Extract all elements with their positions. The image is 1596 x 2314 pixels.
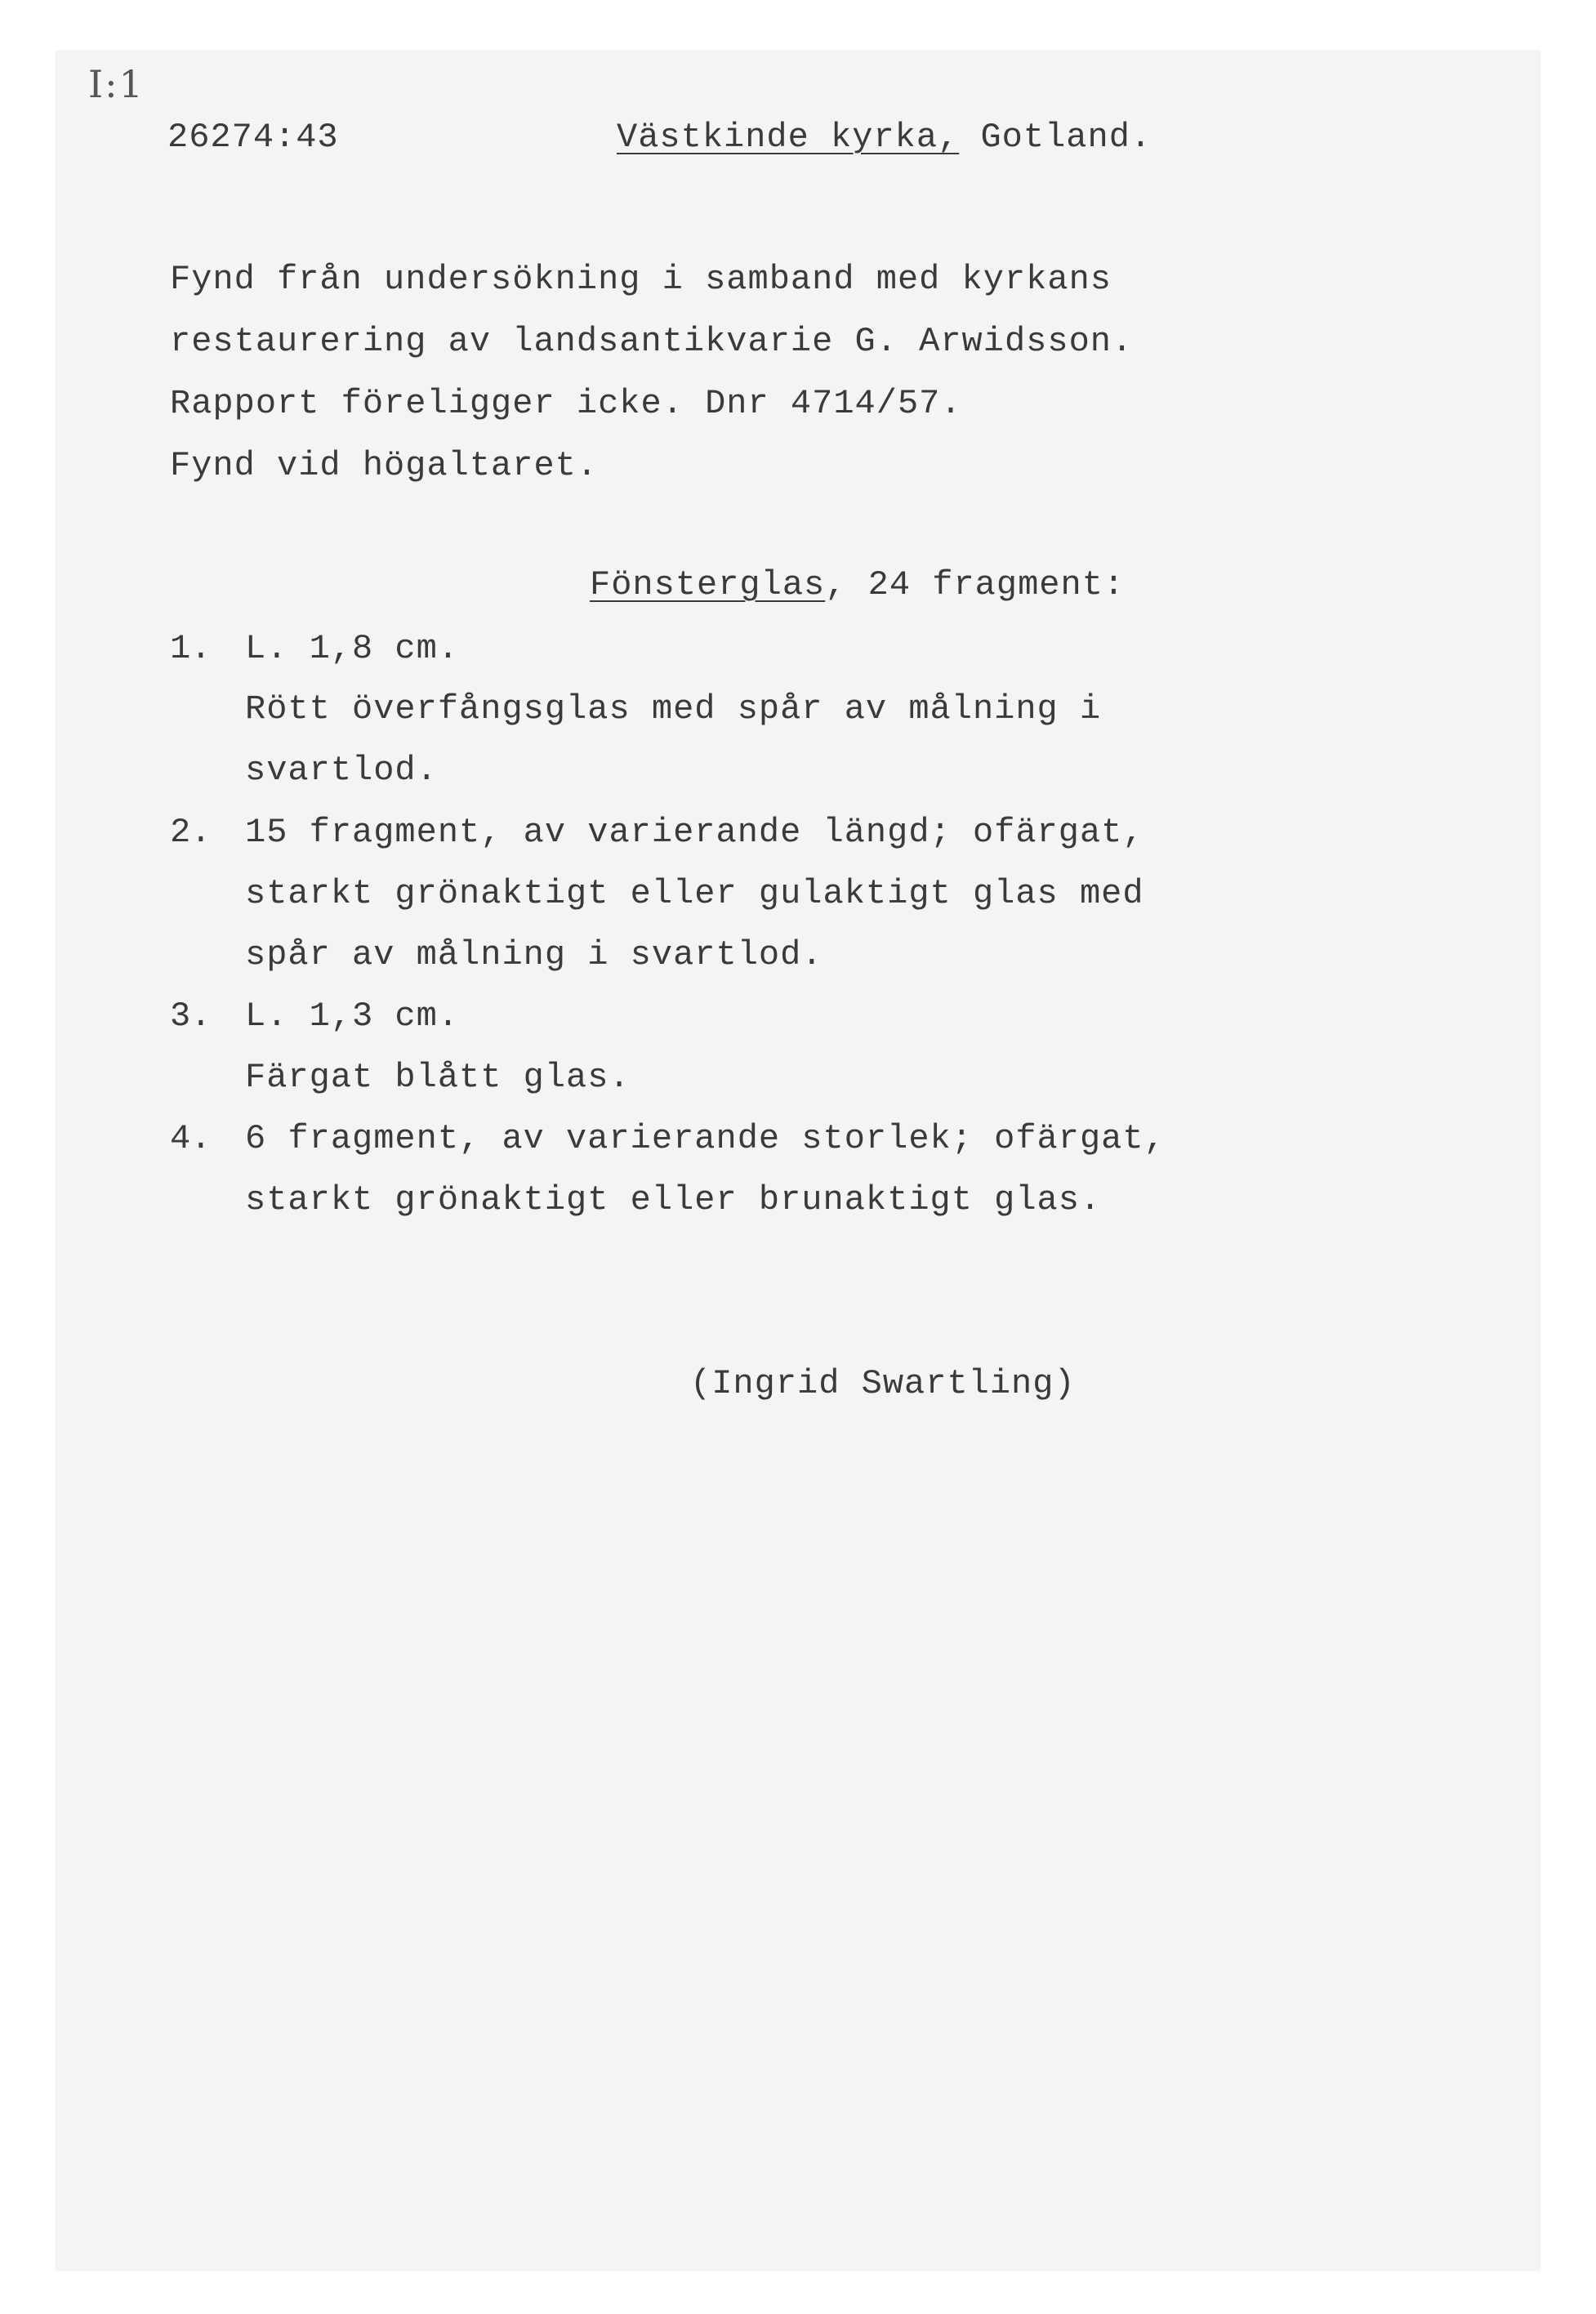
section-heading <box>590 564 1125 606</box>
item-number: 1. <box>170 629 212 668</box>
item-line: L. 1,8 cm. <box>245 629 460 668</box>
intro-line: restaurering av landsantikvarie G. Arwidsson. <box>170 322 1134 361</box>
item-line: spår av målning i svartlod. <box>245 935 823 974</box>
intro-line: Fynd vid högaltaret. <box>170 446 599 485</box>
item-number: 2. <box>170 813 212 852</box>
item-line: L. 1,3 cm. <box>245 996 460 1036</box>
item-line: Färgat blått glas. <box>245 1058 631 1097</box>
item-line: svartlod. <box>245 751 438 790</box>
item-line: Rött överfångsglas med spår av målning i <box>245 689 1102 729</box>
signature: (Ingrid Swartling) <box>690 1364 1076 1403</box>
item-line: starkt grönaktigt eller gulaktigt glas med <box>245 874 1144 913</box>
item-number: 4. <box>170 1119 212 1158</box>
document-title <box>617 116 1152 158</box>
catalog-number: 26274:43 <box>167 118 339 157</box>
handwritten-mark: I:1 <box>88 62 145 106</box>
title-region: Gotland. <box>959 118 1152 157</box>
item-line: 15 fragment, av varierande längd; ofärgat, <box>245 813 1144 852</box>
item-line: 6 fragment, av varierande storlek; ofärgat, <box>245 1119 1166 1158</box>
intro-line: Fynd från undersökning i samband med kyrkans <box>170 260 1112 299</box>
section-title: Fönsterglas <box>590 565 826 604</box>
intro-line: Rapport föreligger icke. Dnr 4714/57. <box>170 384 962 423</box>
title-place: Västkinde kyrka, <box>617 118 960 157</box>
item-line: starkt grönaktigt eller brunaktigt glas. <box>245 1180 1102 1219</box>
item-number: 3. <box>170 996 212 1036</box>
section-count: , 24 fragment: <box>825 565 1126 604</box>
